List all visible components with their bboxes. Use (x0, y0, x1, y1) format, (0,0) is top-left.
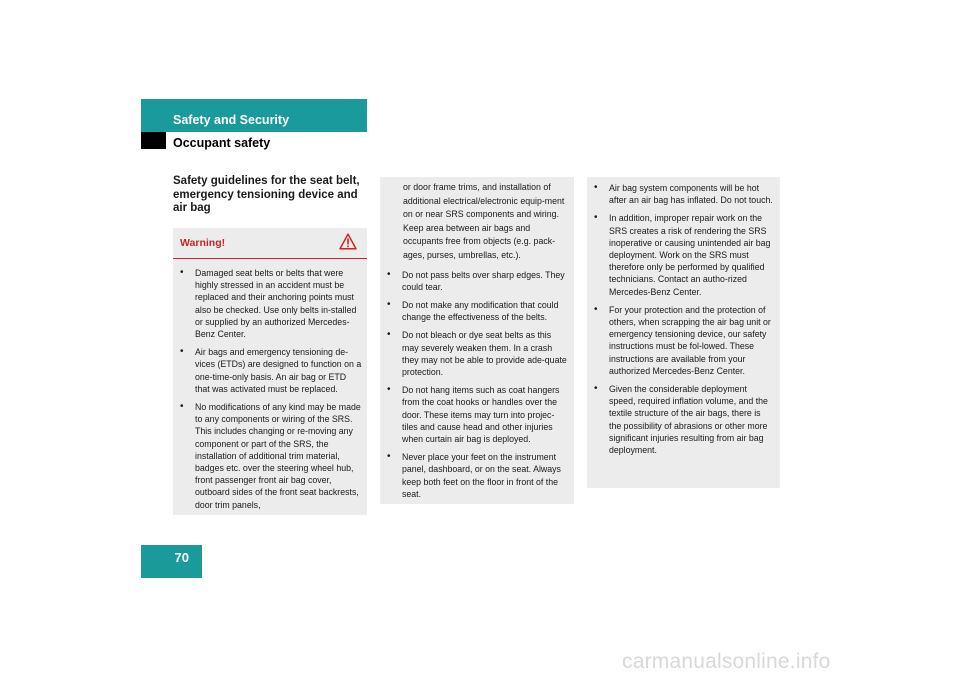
warning-header (173, 228, 367, 259)
warning-box-continued-2 (587, 177, 780, 488)
list-item: • For your protection and the protection of others, when scrapping the air bag unit or emergency tensioning device, our safety instructions must be fol-lowed. These instructions are available from your authorized Mercedes-Benz Center. (592, 304, 775, 377)
list-item: • No modifications of any kind may be made to any components or wiring of the SRS. This includes changing or re-moving any component or part of the SRS, the installation of additional trim material, badges etc. over the steering wheel hub, front passenger front air bag cover, outboard sides of the front seat backrests, door trim panels, (178, 401, 362, 511)
subsection-title: Occupant safety (173, 136, 271, 150)
warning-list (380, 269, 574, 500)
list-item: • Damaged seat belts or belts that were highly stressed in an accident must be replaced and their anchoring points must also be checked. Use only belts in-stalled or supplied by an authorized Mercedes-Benz Center. (178, 267, 362, 340)
list-item: • Do not bleach or dye seat belts as this may severely weaken them. In a crash they may not be able to provide ade-quate protection. (385, 329, 569, 378)
list-item: • Do not make any modification that could change the effectiveness of the belts. (385, 299, 569, 323)
list-item: • In addition, improper repair work on the SRS creates a risk of rendering the SRS inoperative or causing unintended air bag deployment. Work on the SRS must therefore only be performed by qualified technicians. Contact an autho-rized Mercedes-Benz Center. (592, 212, 775, 297)
continuation-text: or door frame trims, and installation of additional electrical/electronic equip-ment on or near SRS components and wiring. Keep area between air bags and occupants free from objects (e.g. pack-ages, purses, umbrellas, etc.). (403, 182, 565, 260)
watermark: carmanualsonline.info (622, 650, 831, 673)
list-item: • Given the considerable deployment speed, required inflation volume, and the textile structure of the air bags, there is the possibility of abrasions or other more significant injuries resulting from air bag deployment. (592, 383, 775, 456)
list-item: • Air bags and emergency tensioning de-vices (ETDs) are designed to function on a one-time-only basis. An air bag or ETD that was activated must be replaced. (178, 346, 362, 395)
section-title: Safety and Security (173, 113, 290, 127)
page-number: 70 (141, 545, 202, 578)
intro-heading: Safety guidelines for the seat belt, emergency tensioning device and air bag (173, 175, 360, 214)
warning-box-continued (380, 177, 574, 504)
list-item: • Do not pass belts over sharp edges. They could tear. (385, 269, 569, 293)
warning-list (173, 267, 367, 511)
list-item: • Never place your feet on the instrument panel, dashboard, or on the seat. Always keep both feet on the floor in front of the seat. (385, 451, 569, 500)
list-item: • Air bag system components will be hot after an air bag has inflated. Do not touch. (592, 182, 775, 206)
warning-box (173, 228, 367, 515)
list-item: • Do not hang items such as coat hangers from the coat hooks or handles over the door. These items may turn into projec-tiles and cause head and other injuries when curtain air bag is deployed. (385, 384, 569, 445)
warning-triangle-icon (339, 233, 357, 250)
warning-label: Warning! (180, 237, 226, 249)
warning-list (587, 177, 780, 456)
section-header-band (141, 99, 367, 132)
subsection-marker (141, 132, 166, 149)
